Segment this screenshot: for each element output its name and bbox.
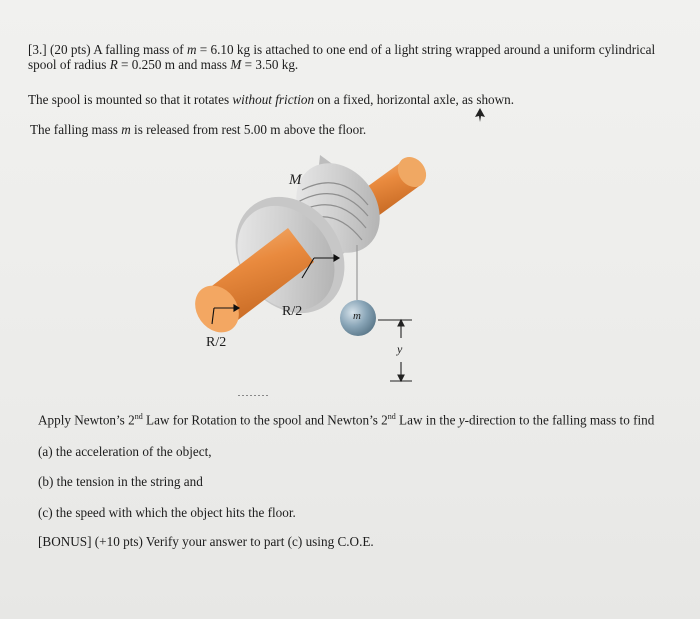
var-m: m [121, 122, 131, 137]
problem-text: [3.] (20 pts) A falling mass of [28, 42, 187, 57]
part-a: (a) the acceleration of the object, [38, 444, 212, 459]
problem-text: = 3.50 kg. [241, 57, 299, 72]
superscript: nd [387, 412, 396, 421]
part-b: (b) the tension in the string and [38, 474, 203, 489]
spool-diagram [190, 150, 470, 395]
spool-illustration [190, 150, 470, 395]
y-dimension-marker [378, 320, 412, 381]
instruction-text: Law for Rotation to the spool and Newton’s 2 [142, 412, 388, 428]
label-m: m [353, 310, 361, 322]
part-c: (c) the speed with which the object hits the floor. [38, 505, 296, 520]
label-y: y [397, 342, 403, 356]
var-y: y [458, 412, 465, 428]
label-M: M [289, 172, 302, 188]
problem-text: on a fixed, horizontal axle, as shown. [314, 92, 515, 107]
problem-text: The falling mass [30, 122, 122, 137]
var-m: m [186, 42, 197, 57]
instructions-intro [38, 412, 654, 428]
problem-text: spool of radius [28, 57, 110, 72]
problem-text: The spool is mounted so that it rotates [28, 92, 233, 107]
superscript: nd [134, 412, 143, 421]
label-radius-right: R/2 [282, 304, 303, 319]
var-M: M [230, 57, 242, 72]
bonus-question: [BONUS] (+10 pts) Verify your answer to part (c) using C.O.E. [38, 534, 374, 549]
problem-line-2 [28, 57, 298, 73]
emphasis-text: without friction [232, 92, 315, 107]
problem-line-3 [28, 92, 514, 108]
problem-text: is released from rest 5.00 m above the floor. [130, 122, 367, 137]
faint-mark [238, 395, 270, 396]
instruction-text: Apply Newton’s 2 [38, 412, 135, 428]
problem-line-1 [28, 42, 655, 58]
instruction-text: -direction to the falling mass to find [464, 412, 655, 428]
problem-text: = 0.250 m and mass [117, 57, 231, 72]
problem-text: = 6.10 kg is attached to one end of a light string wrapped around a uniform cylindrical [196, 42, 656, 57]
problem-line-4 [30, 122, 366, 138]
instruction-text: Law in the [395, 412, 459, 428]
label-radius-left: R/2 [206, 335, 227, 350]
mouse-cursor-icon [474, 108, 486, 122]
var-R: R [109, 57, 118, 72]
